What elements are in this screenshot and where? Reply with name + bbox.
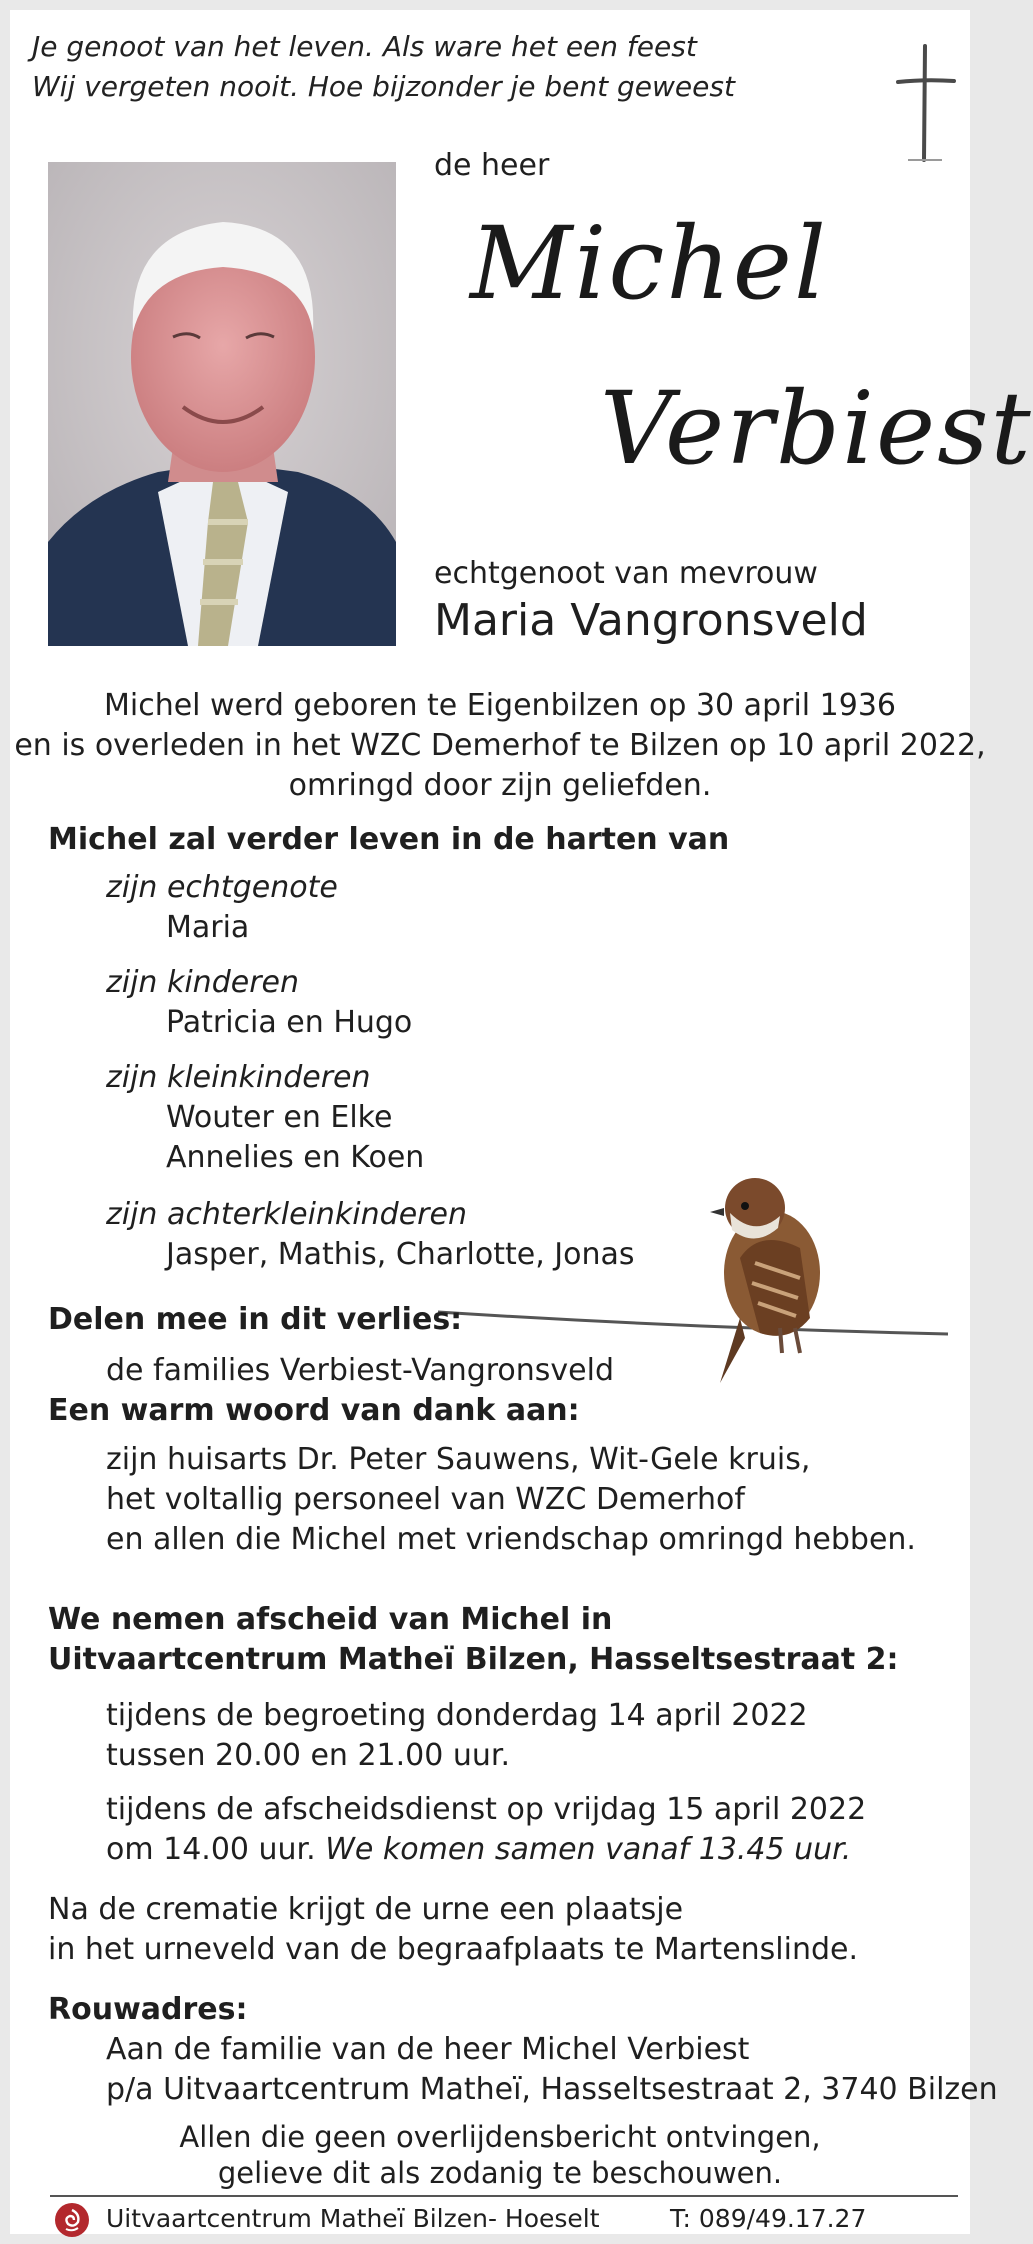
service-line-1: tijdens de afscheidsdienst op vrijdag 15 april 2022	[106, 1792, 867, 1827]
thanks-line-2: het voltallig personeel van WZC Demerhof	[106, 1482, 745, 1517]
footer-divider	[50, 2195, 958, 2197]
group-name-children: Patricia en Hugo	[166, 1005, 413, 1040]
footer-company: Uitvaartcentrum Matheï Bilzen- Hoeselt	[106, 2204, 600, 2233]
visit-line-1: tijdens de begroeting donderdag 14 april 2022	[106, 1698, 808, 1733]
family-heading: Michel zal verder leven in de harten van	[48, 822, 730, 857]
address-heading: Rouwadres:	[48, 1992, 248, 2027]
cross-icon	[890, 42, 960, 167]
group-label-children: zijn kinderen	[106, 965, 299, 1000]
sharing-heading: Delen mee in dit verlies:	[48, 1302, 463, 1337]
group-label-grandchildren: zijn kleinkinderen	[106, 1060, 371, 1095]
group-name-grandchildren-1: Wouter en Elke	[166, 1100, 393, 1135]
notice-line-1: Allen die geen overlijdensbericht ontvingen,	[179, 2120, 821, 2154]
gathering-time: We komen samen vanaf 13.45 uur.	[325, 1832, 852, 1867]
group-name-spouse: Maria	[166, 910, 250, 945]
service-time: om 14.00 uur.	[106, 1832, 316, 1867]
thanks-heading: Een warm woord van dank aan:	[48, 1393, 580, 1428]
rose-logo-icon	[54, 2202, 90, 2238]
bio-line-3: omringd door zijn geliefden.	[288, 768, 712, 803]
honorific: de heer	[434, 148, 550, 183]
bio-line-1: Michel werd geboren te Eigenbilzen op 30 april 1936	[104, 688, 896, 723]
group-label-spouse: zijn echtgenote	[106, 870, 338, 905]
farewell-heading-1: We nemen afscheid van Michel in	[48, 1602, 613, 1637]
bio-line-2: en is overleden in het WZC Demerhof te Bilzen op 10 april 2022,	[14, 728, 986, 763]
quote-line-1: Je genoot van het leven. Als ware het een feest	[32, 30, 697, 63]
spouse-intro: echtgenoot van mevrouw	[434, 556, 818, 591]
farewell-heading-2: Uitvaartcentrum Matheï Bilzen, Hasseltsestraat 2:	[48, 1642, 899, 1677]
spouse-name: Maria Vangronsveld	[434, 595, 868, 646]
group-name-great-grandchildren: Jasper, Mathis, Charlotte, Jonas	[166, 1237, 635, 1272]
first-name: Michel	[470, 205, 828, 322]
group-label-great-grandchildren: zijn achterkleinkinderen	[106, 1197, 467, 1232]
visit-line-2: tussen 20.00 en 21.00 uur.	[106, 1738, 511, 1773]
service-line-2	[106, 1832, 851, 1867]
cremation-line-1: Na de crematie krijgt de urne een plaatsje	[48, 1892, 684, 1927]
thanks-line-1: zijn huisarts Dr. Peter Sauwens, Wit-Gele kruis,	[106, 1442, 811, 1477]
portrait-photo	[48, 162, 396, 646]
notice-line-2: gelieve dit als zodanig te beschouwen.	[217, 2156, 783, 2190]
sharing-text: de families Verbiest-Vangronsveld	[106, 1353, 615, 1388]
last-name: Verbiest	[600, 370, 1033, 487]
sparrow-illustration	[700, 1168, 850, 1388]
footer-phone: T: 089/49.17.27	[670, 2204, 867, 2233]
quote-line-2: Wij vergeten nooit. Hoe bijzonder je bent geweest	[32, 70, 735, 103]
address-line-1: Aan de familie van de heer Michel Verbiest	[106, 2032, 750, 2067]
address-line-2: p/a Uitvaartcentrum Matheï, Hasseltsestraat 2, 3740 Bilzen	[106, 2072, 998, 2107]
group-name-grandchildren-2: Annelies en Koen	[166, 1140, 425, 1175]
cremation-line-2: in het urneveld van de begraafplaats te Martenslinde.	[48, 1932, 859, 1967]
thanks-line-3: en allen die Michel met vriendschap omringd hebben.	[106, 1522, 916, 1557]
wire-line	[438, 1306, 948, 1346]
